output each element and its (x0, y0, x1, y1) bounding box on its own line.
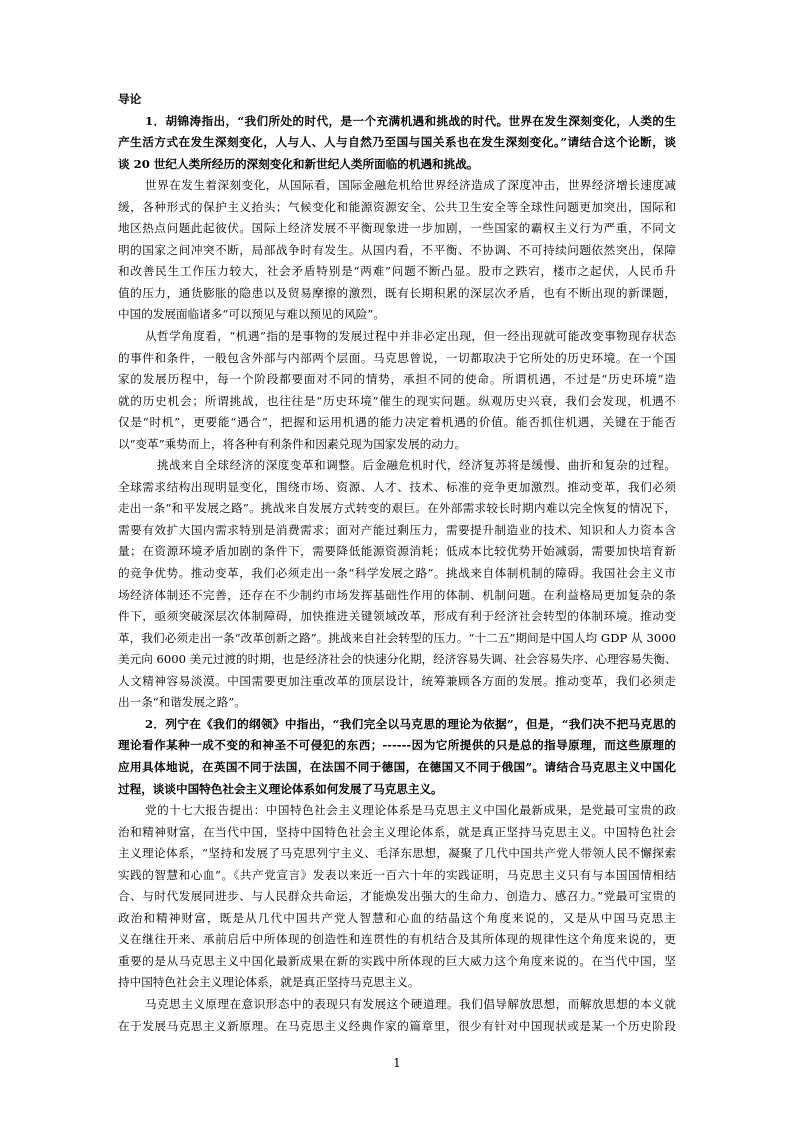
question-line: 应用具体地说，在英国不同于法国，在法国不同于德国，在德国又不同于俄国”。请结合马克思主义中国化 (118, 759, 676, 774)
paragraph-line: 走出一条“和平发展之路”。挑战来自发展方式转变的艰巨。在外部需求较长时期内难以完全恢复的情况下， (118, 501, 676, 516)
paragraph-line: 美元向 6000 美元过渡的时期，也是经济社会的快速分化期，经济容易失调、社会容易失序、心理容易失衡、 (118, 652, 677, 667)
paragraph-line: 以“变革”乘势而上，将各种有利条件和因素兑现为国家发展的动力。 (118, 436, 467, 451)
paragraph-line: 的竞争优势。推动变革，我们必须走出一条“科学发展之路”。挑战来自体制机制的障碍。我国社会主义市 (118, 566, 676, 581)
paragraph-line: 值的压力，通货膨胀的隐患以及贸易摩擦的激烈，既有长期积累的深层次矛盾，也有不断出现的新课题， (118, 285, 676, 300)
paragraph-line: 在于发展马克思主义新原理。在马克思主义经典作家的篇章里，很少有针对中国现状或是某一个历史阶段 (118, 1018, 676, 1033)
paragraph-line: 治和精神财富，在当代中国，坚持中国特色社会主义理论体系，就是真正坚持马克思主义。中国特色社会 (118, 824, 676, 839)
paragraph-line: 地区热点问题此起彼伏。国际上经济发展不平衡现象进一步加剧，一些国家的霸权主义行为严重，不同文 (118, 221, 676, 236)
paragraph-line: 件下，亟须突破深层次体制障碍，加快推进关键领域改革，形成有利于经济社会转型的体制环境。推动变 (118, 609, 676, 624)
paragraph-line: 党的十七大报告提出：中国特色社会主义理论体系是马克思主义中国化最新成果，是党最可宝贵的政 (145, 803, 676, 818)
document-body (118, 89, 676, 1037)
paragraph-line: 主义理论体系，“坚持和发展了马克思列宁主义、毛泽东思想，凝聚了几代中国共产党人带领人民不懈探索 (118, 846, 676, 861)
paragraph-line: 实践的智慧和心血”。《共产党宣言》发表以来近一百六十年的实践证明，马克思主义只有与本国国情相结 (118, 867, 676, 882)
paragraph-line: 政治和精神财富，既是从几代中国共产党人智慧和心血的结晶这个角度来说的，又是从中国马克思主 (118, 910, 676, 925)
paragraph-line: 全球需求结构出现明显变化，围绕市场、资源、人才、技术、标准的竞争更加激烈。推动变革，我们必须 (118, 479, 676, 494)
paragraph-line: 革，我们必须走出一条“改革创新之路”。挑战来自社会转型的压力。“十二五”期间是中国人均 GDP 从 3000 (118, 630, 676, 645)
paragraph-line: 重要的是从马克思主义中国化最新成果在新的实践中所体现的巨大威力这个角度来说的。在当代中国，坚 (118, 953, 676, 968)
question-line: 谈 20 世纪人类所经历的深刻变化和新世纪人类所面临的机遇和挑战。 (118, 156, 479, 171)
question-2 (118, 714, 676, 800)
question-line: 2．列宁在《我们的纲领》中指出，“我们完全以马克思的理论为依据”，但是，“我们决不把马克思的 (145, 716, 676, 731)
page-number: 1 (393, 1056, 401, 1070)
paragraph-line: 持中国特色社会主义理论体系，就是真正坚持马克思主义。 (118, 975, 420, 990)
paragraph-line: 需要有效扩大国内需求特别是消费需求；面对产能过剩压力，需要提升制造业的技术、知识和人力资本含 (118, 522, 676, 537)
paragraph-line: 家的发展历程中，每一个阶段都要面对不同的情势，承担不同的使命。所谓机遇，不过是“历史环境”造 (118, 372, 676, 387)
answer-paragraph-2 (118, 326, 676, 455)
question-line: 理论看作某种一成不变的和神圣不可侵犯的东西；------因为它所提供的只是总的指导原理，而这些原理的 (118, 738, 676, 753)
paragraph-line: 挑战来自全球经济的深度变革和调整。后金融危机时代，经济复苏将是缓慢、曲折和复杂的过程。 (157, 458, 676, 473)
paragraph-line: 和改善民生工作压力较大，社会矛盾特别是“两难”问题不断凸显。股市之跌宕，楼市之起伏，人民币升 (118, 264, 676, 279)
question-1 (118, 111, 676, 176)
paragraph-line: 义在继往开来、承前启后中所体现的创造性和连贯性的有机结合及其所体现的规律性这个角度来说的，更 (118, 932, 676, 947)
question-line: 1．胡锦涛指出，“我们所处的时代，是一个充满机遇和挑战的时代。世界在发生深刻变化，人类的生 (145, 113, 676, 128)
paragraph-line: 人文精神容易淡漠。中国需要更加注重改革的顶层设计，统筹兼顾各方面的发展。推动变革，我们必须走 (118, 673, 676, 688)
question-line: 产生活方式在发生深刻变化，人与人、人与自然乃至国与国关系也在发生深刻变化。”请结合这个论断，谈 (118, 135, 676, 150)
paragraph-line: 的事件和条件，一般包含外部与内部两个层面。马克思曾说，一切都取决于它所处的历史环境。在一个国 (118, 350, 676, 365)
paragraph-line: 合、与时代发展同进步、与人民群众共命运，才能焕发出强大的生命力、创造力、感召力。”党最可宝贵的 (118, 889, 676, 904)
paragraph-line: 场经济体制还不完善，还存在不少制约市场发挥基础性作用的体制、机制问题。在利益格局更加复杂的条 (118, 587, 676, 602)
paragraph-line: 仅是“时机”，更要能“遇合”，把握和运用机遇的能力决定着机遇的价值。能否抓住机遇，关键在于能否 (118, 415, 676, 430)
paragraph-line: 出一条“和谐发展之路”。 (118, 695, 246, 710)
question-line: 过程，谈谈中国特色社会主义理论体系如何发展了马克思主义。 (118, 781, 443, 796)
answer-paragraph-4 (118, 800, 676, 994)
paragraph-line: 缓，各种形式的保护主义抬头；气候变化和能源资源安全、公共卫生安全等全球性问题更加突出，国际和 (118, 199, 676, 214)
section-title: 导论 (118, 92, 142, 106)
paragraph-line: 就的历史机会；所谓挑战，也往往是“历史环境”催生的现实问题。纵观历史兴衰，我们会发现，机遇不 (118, 393, 676, 408)
paragraph-line: 明的国家之间冲突不断，局部战争时有发生。从国内看，不平衡、不协调、不可持续问题依然突出，保障 (118, 242, 676, 257)
answer-paragraph-1 (118, 175, 676, 326)
paragraph-line: 量；在资源环境矛盾加剧的条件下，需要降低能源资源消耗；低成本比较优势开始减弱，需要加快培育新 (118, 544, 676, 559)
paragraph-line: 世界在发生着深刻变化，从国际看，国际金融危机给世界经济造成了深度冲击，世界经济增长速度减 (145, 178, 676, 193)
paragraph-line: 从哲学角度看，“机遇”指的是事物的发展过程中并非必定出现，但一经出现就可能改变事物现存状态 (145, 329, 676, 344)
answer-paragraph-3 (118, 455, 676, 714)
paragraph-line: 中国的发展面临诸多“可以预见与难以预见的风险”。 (118, 307, 385, 322)
paragraph-line: 马克思主义原理在意识形态中的表现只有发展这个硬道理。我们倡导解放思想，而解放思想的本义就 (145, 996, 676, 1011)
answer-paragraph-5 (118, 994, 676, 1037)
